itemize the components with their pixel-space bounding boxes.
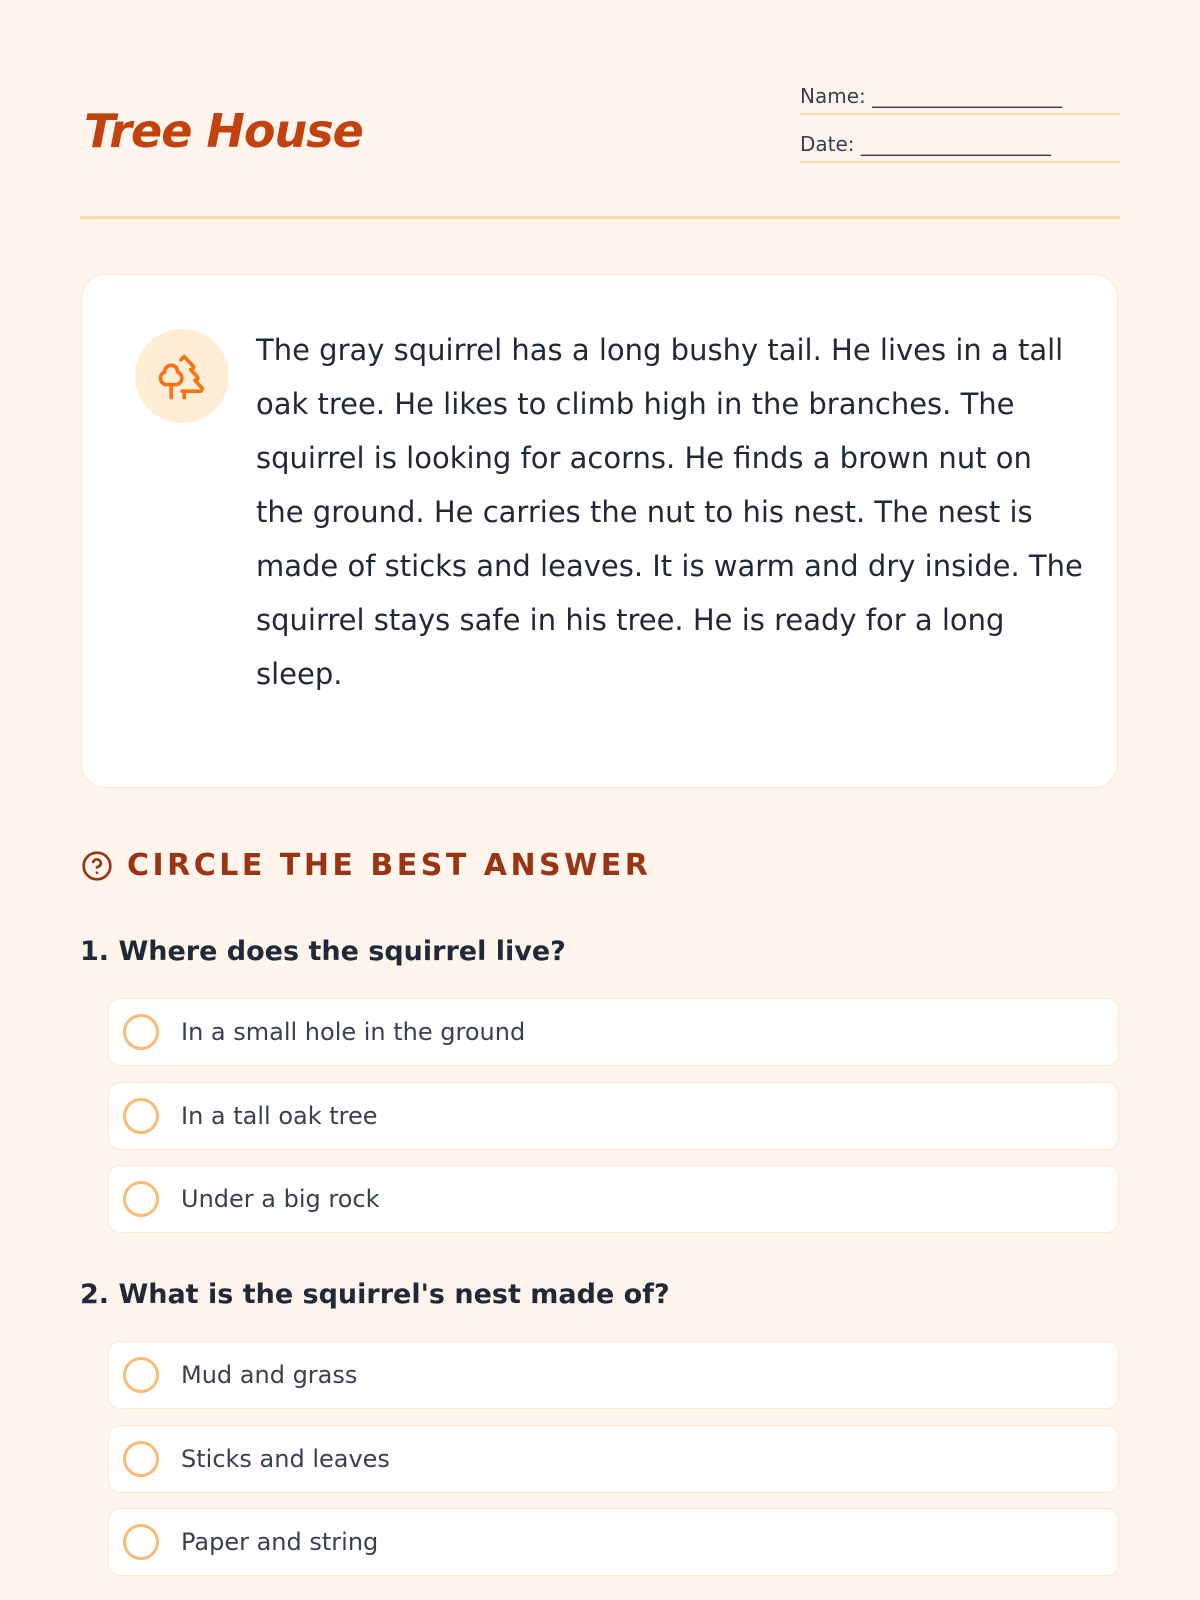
story-card — [81, 274, 1118, 788]
worksheet-title: Tree House — [84, 104, 363, 158]
option-label: Sticks and leaves — [181, 1445, 390, 1473]
q1-option-2[interactable] — [108, 1082, 1119, 1150]
question-1: 1. Where does the squirrel live? — [80, 936, 566, 967]
section-heading-label: CIRCLE THE BEST ANSWER — [127, 848, 652, 883]
q2-option-3[interactable] — [108, 1508, 1119, 1576]
trees-icon — [135, 329, 229, 423]
option-label: In a tall oak tree — [181, 1102, 378, 1130]
q1-option-1[interactable] — [108, 998, 1119, 1066]
section-heading — [81, 848, 651, 883]
header-divider — [80, 216, 1120, 219]
story-passage: The gray squirrel has a long bushy tail. He lives in a tall oak tree. He likes to climb high in the branches. The squirrel is looking for acorns. He finds a brown nut on the ground. He carries the nut to his nest. The nest is made of sticks and leaves. It is warm and dry inside. The squirrel stays safe in his tree. He is ready for a long sleep. — [256, 333, 1083, 691]
radio-circle[interactable] — [123, 1441, 159, 1477]
student-info — [800, 80, 1120, 176]
radio-circle[interactable] — [123, 1357, 159, 1393]
option-label: Paper and string — [181, 1528, 379, 1556]
radio-circle[interactable] — [123, 1524, 159, 1560]
radio-circle[interactable] — [123, 1098, 159, 1134]
option-label: In a small hole in the ground — [181, 1018, 526, 1046]
option-label: Mud and grass — [181, 1361, 358, 1389]
q1-option-3[interactable] — [108, 1165, 1119, 1233]
name-field[interactable]: Name: ___________________ — [800, 80, 1120, 115]
radio-circle[interactable] — [123, 1181, 159, 1217]
option-label: Under a big rock — [181, 1185, 380, 1213]
question-2: 2. What is the squirrel's nest made of? — [80, 1279, 670, 1310]
date-field[interactable]: Date: ___________________ — [800, 128, 1120, 163]
q2-option-1[interactable] — [108, 1341, 1119, 1409]
radio-circle[interactable] — [123, 1014, 159, 1050]
question-circle-icon — [81, 850, 113, 882]
q2-option-2[interactable] — [108, 1425, 1119, 1493]
